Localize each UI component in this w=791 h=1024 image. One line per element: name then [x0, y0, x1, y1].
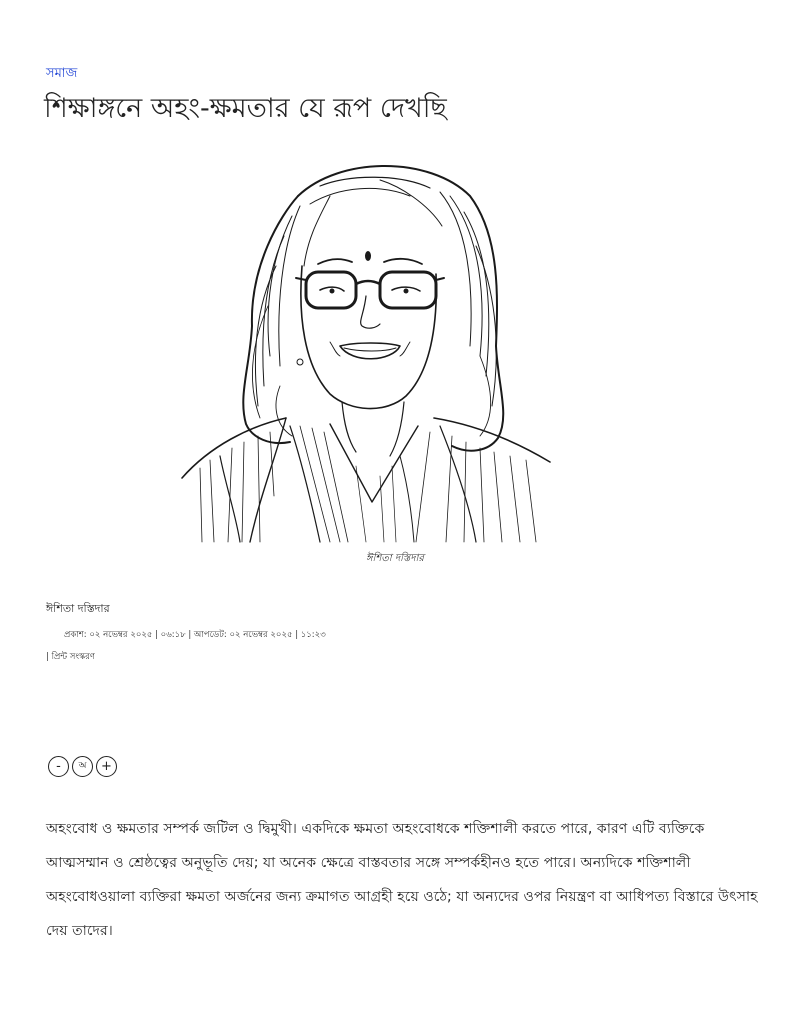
author-name[interactable]: ঈশিতা দস্তিদার: [46, 602, 110, 615]
page-title: শিক্ষাঙ্গনে অহং-ক্ষমতার যে রূপ দেখছি: [44, 93, 447, 124]
print-edition-label[interactable]: | প্রিন্ট সংস্করণ: [46, 652, 95, 662]
category-link[interactable]: সমাজ: [46, 66, 78, 81]
article-body-paragraph: অহংবোধ ও ক্ষমতার সম্পর্ক জটিল ও দ্বিমুখী। একদিকে ক্ষমতা অহংবোধকে শক্তিশালী করতে পারে, কারণ এটি ব্যক্তিকে আত্মসম্মান ও শ্রেষ্ঠত্বের অনুভূতি দেয়; যা অনেক ক্ষেত্রে বাস্তবতার সঙ্গে সম্পর্কহীনও হতে পারে। অন্যদিকে শক্তিশালী অহংবোধওয়ালা ব্যক্তিরা ক্ষমতা অর্জনের জন্য ক্রমাগত আগ্রহী হয়ে ওঠে; যা অন্যদের ওপর নিয়ন্ত্রণ বা আধিপত্য বিস্তারে উৎসাহ দেয় তাদের।: [46, 821, 758, 939]
author-illustration: [180, 156, 552, 546]
font-increase-button[interactable]: +: [96, 756, 117, 777]
font-size-controls: [48, 756, 117, 777]
font-decrease-button[interactable]: -: [48, 756, 69, 777]
font-reset-button[interactable]: অ: [72, 756, 93, 777]
image-caption: ঈশিতা দস্তিদার: [366, 553, 424, 564]
publish-meta: প্রকাশ: ০২ নভেম্বর ২০২৫ | ০৬:১৮ | আপডেট: ০২ নভেম্বর ২০২৫ | ১১:২৩: [64, 630, 326, 640]
